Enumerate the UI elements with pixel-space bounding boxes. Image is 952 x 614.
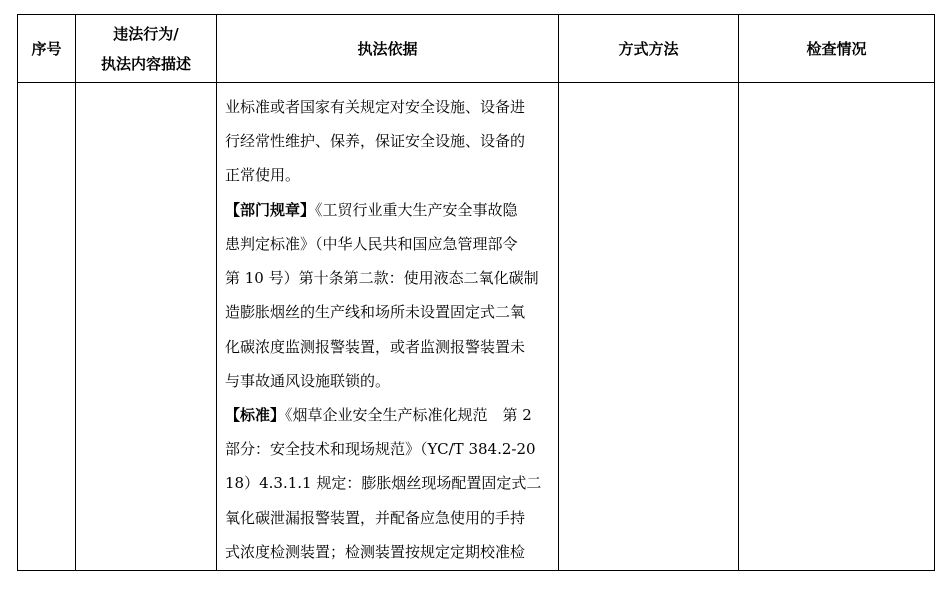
cell-seq (18, 83, 76, 571)
header-behavior-line1: 违法行为/ (113, 24, 179, 43)
basis-line-text: 部分：安全技术和现场规范》（YC/T 384.2-20 (225, 440, 536, 459)
basis-line (225, 295, 551, 329)
cell-behavior (76, 83, 217, 571)
basis-line-text: 造膨胀烟丝的生产线和场所未设置固定式二氧 (225, 303, 526, 322)
enforcement-table (17, 14, 935, 571)
basis-line-text: 第 10 号）第十条第二款：使用液态二氧化碳制 (225, 269, 539, 288)
basis-line-text: 《工贸行业重大生产安全事故隐 (315, 200, 518, 219)
basis-line (225, 501, 551, 535)
basis-line (225, 90, 551, 124)
header-behavior (76, 15, 217, 83)
table-row (18, 83, 935, 571)
basis-line-text: 业标准或者国家有关规定对安全设施、设备进 (225, 98, 526, 117)
basis-line (225, 193, 551, 227)
basis-line (225, 535, 551, 569)
basis-line-text: 18）4.3.1.1 规定：膨胀烟丝现场配置固定式二 (225, 474, 542, 493)
basis-line-text: 正常使用。 (225, 166, 301, 185)
header-method: 方式方法 (559, 15, 739, 83)
header-basis: 执法依据 (217, 15, 559, 83)
basis-line-text: 行经常性维护、保养，保证安全设施、设备的 (225, 132, 526, 151)
header-seq: 序号 (18, 15, 76, 83)
basis-line (225, 466, 551, 500)
basis-line-prefix: 【标准】 (225, 405, 286, 424)
basis-line (225, 227, 551, 261)
basis-line (225, 124, 551, 158)
basis-line-text: 与事故通风设施联锁的。 (225, 371, 391, 390)
basis-line (225, 261, 551, 295)
basis-line (225, 432, 551, 466)
header-behavior-line2: 执法内容描述 (100, 54, 191, 73)
header-result: 检查情况 (739, 15, 935, 83)
basis-line-text: 《烟草企业安全生产标准化规范 第 2 (285, 405, 532, 424)
basis-line-text: 患判定标准》（中华人民共和国应急管理部令 (225, 234, 518, 253)
basis-line (225, 158, 551, 192)
header-row (18, 15, 935, 83)
cell-basis (217, 83, 559, 571)
basis-line (225, 398, 551, 432)
basis-line-text: 化碳浓度监测报警装置，或者监测报警装置未 (225, 337, 526, 356)
basis-line (225, 330, 551, 364)
basis-line-text: 氧化碳泄漏报警装置，并配备应急使用的手持 (225, 508, 526, 527)
cell-result (739, 83, 935, 571)
basis-text (217, 84, 558, 569)
basis-line-text: 式浓度检测装置；检测装置按规定定期校准检 (225, 542, 526, 561)
cell-method (559, 83, 739, 571)
basis-line-prefix: 【部门规章】 (225, 200, 316, 219)
basis-line (225, 364, 551, 398)
